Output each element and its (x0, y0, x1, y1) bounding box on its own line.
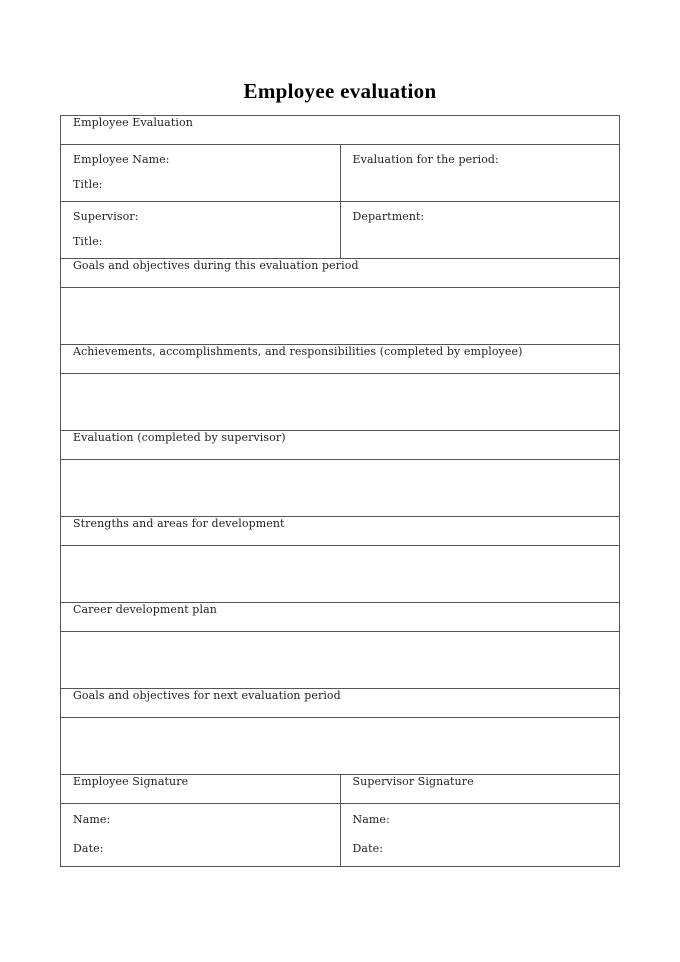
employee-info-row (61, 145, 620, 202)
employee-name-cell[interactable] (61, 145, 341, 202)
section-goals-current-field[interactable] (61, 288, 620, 345)
section-header-row (61, 603, 620, 632)
section-body-row (61, 288, 620, 345)
evaluation-period-cell[interactable] (340, 145, 620, 202)
employee-title-label: Title: (73, 178, 103, 191)
supervisor-title-label: Title: (73, 235, 103, 248)
supervisor-signature-date-label: Date: (352, 842, 384, 855)
supervisor-signature-header: Supervisor Signature (340, 775, 620, 804)
employee-name-label: Employee Name: (73, 153, 170, 166)
signature-header-row (61, 775, 620, 804)
signature-fields-row (61, 804, 620, 867)
department-cell[interactable] (340, 202, 620, 259)
section-career-plan-label: Career development plan (61, 603, 620, 632)
evaluation-form-table (60, 115, 620, 867)
section-body-row (61, 374, 620, 431)
section-goals-next-label: Goals and objectives for next evaluation period (61, 689, 620, 718)
employee-signature-cell[interactable] (61, 804, 341, 867)
form-header-row (61, 116, 620, 145)
section-goals-current-label: Goals and objectives during this evaluation period (61, 259, 620, 288)
supervisor-label: Supervisor: (73, 210, 139, 223)
employee-signature-name-label: Name: (73, 813, 111, 826)
section-goals-next-field[interactable] (61, 718, 620, 775)
employee-signature-date-label: Date: (73, 842, 104, 855)
section-header-row (61, 689, 620, 718)
section-career-plan-field[interactable] (61, 632, 620, 689)
department-label: Department: (352, 210, 425, 223)
section-achievements-label: Achievements, accomplishments, and responsibilities (completed by employee) (61, 345, 620, 374)
section-body-row (61, 718, 620, 775)
section-evaluation-label: Evaluation (completed by supervisor) (61, 431, 620, 460)
supervisor-signature-name-label: Name: (352, 813, 390, 826)
employee-signature-header: Employee Signature (61, 775, 341, 804)
section-header-row (61, 517, 620, 546)
section-body-row (61, 632, 620, 689)
form-header: Employee Evaluation (61, 116, 620, 145)
section-body-row (61, 460, 620, 517)
section-header-row (61, 345, 620, 374)
supervisor-signature-cell[interactable] (340, 804, 620, 867)
section-body-row (61, 546, 620, 603)
section-strengths-field[interactable] (61, 546, 620, 603)
supervisor-info-row (61, 202, 620, 259)
section-strengths-label: Strengths and areas for development (61, 517, 620, 546)
document-title: Employee evaluation (243, 79, 437, 103)
section-header-row (61, 431, 620, 460)
section-evaluation-field[interactable] (61, 460, 620, 517)
section-header-row (61, 259, 620, 288)
evaluation-period-label: Evaluation for the period: (352, 153, 499, 166)
supervisor-cell[interactable] (61, 202, 341, 259)
section-achievements-field[interactable] (61, 374, 620, 431)
